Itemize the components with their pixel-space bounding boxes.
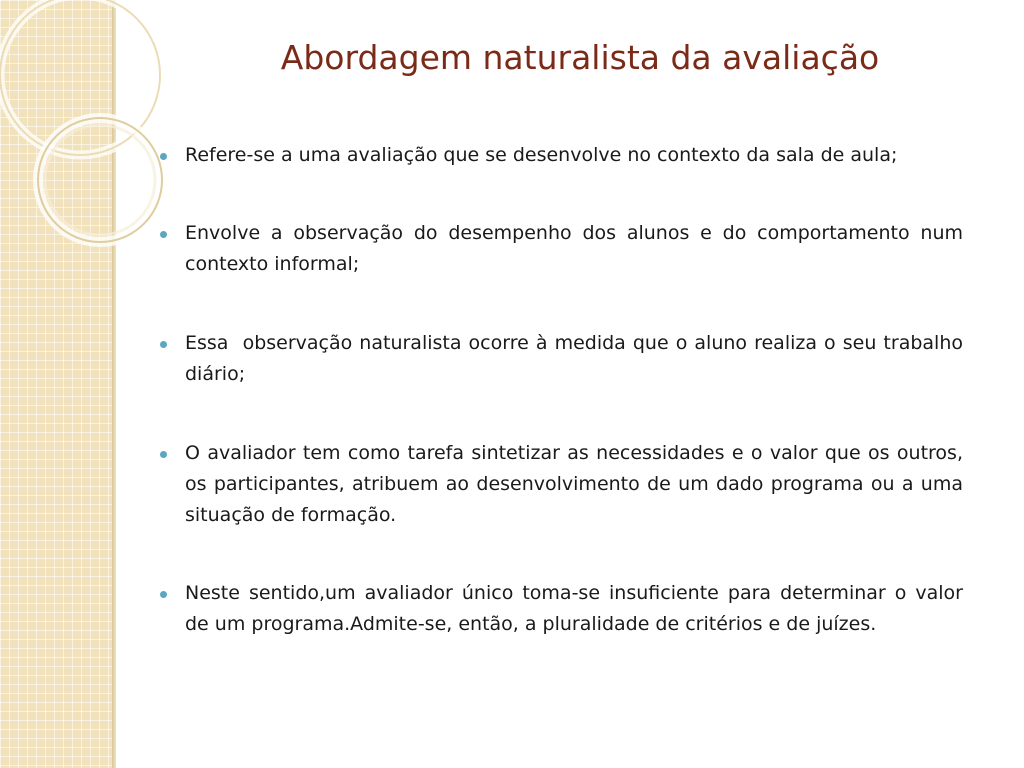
bullet-item xyxy=(158,140,963,171)
bullet-item xyxy=(158,578,963,640)
bullet-item xyxy=(158,438,963,531)
bullet-dot-icon xyxy=(160,341,167,348)
bullet-text: O avaliador tem como tarefa sintetizar as necessidades e o valor que os outros, os participantes, atribuem ao desenvolvimento de um dado programa ou a uma situação de formação. xyxy=(185,442,963,526)
bullet-dot-icon xyxy=(160,153,167,160)
bullet-dot-icon xyxy=(160,591,167,598)
bullet-list xyxy=(158,140,970,640)
bullet-item xyxy=(158,328,970,390)
bullet-dot-icon xyxy=(160,451,167,458)
bullet-text: Envolve a observação do desempenho dos alunos e do comportamento num contexto informal; xyxy=(185,222,963,275)
bullet-text: Essa observação naturalista ocorre à medida que o aluno realiza o seu trabalho diário; xyxy=(185,332,970,385)
slide-title: Abordagem naturalista da avaliação xyxy=(280,38,880,77)
bullet-text: Refere-se a uma avaliação que se desenvolve no contexto da sala de aula; xyxy=(185,144,898,166)
bullet-text: Neste sentido,um avaliador único toma-se insuficiente para determinar o valor de um programa.Admite-se, então, a pluralidade de critérios e de juízes. xyxy=(185,582,963,635)
bullet-item xyxy=(158,218,963,280)
bullet-dot-icon xyxy=(160,231,167,238)
